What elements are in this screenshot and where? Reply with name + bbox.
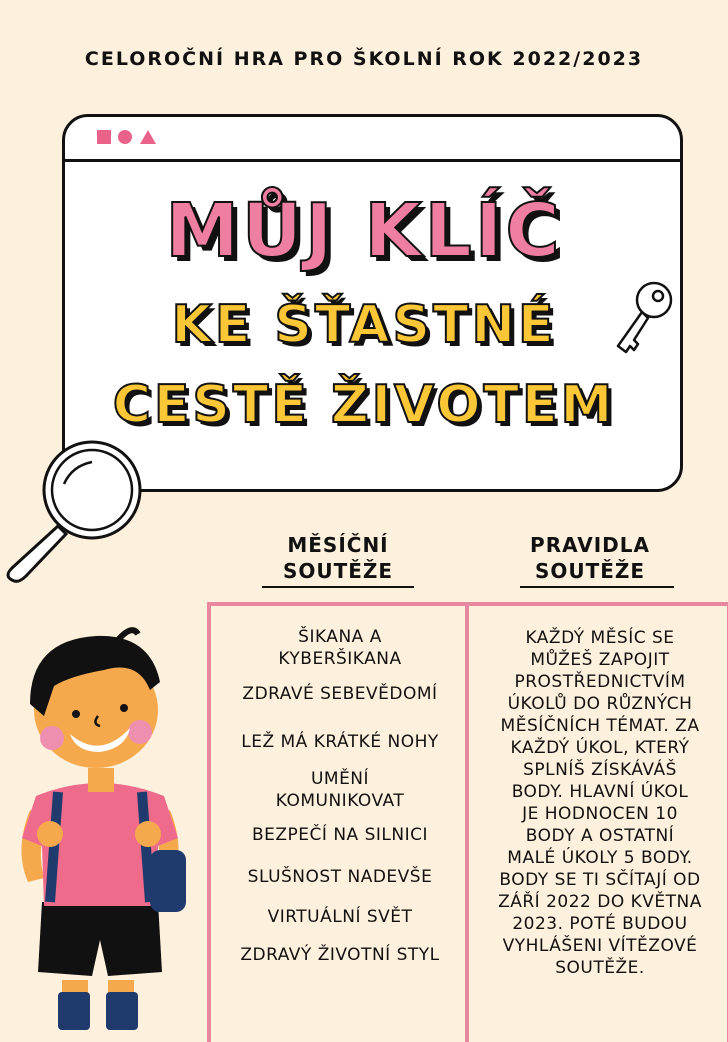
topic-line: SLUŠNOST NADEVŠE xyxy=(247,867,433,887)
hero-title-line3: CESTĚ ŽIVOTEM xyxy=(112,375,616,435)
magnifier-icon xyxy=(0,440,150,590)
heading-underline xyxy=(520,586,674,588)
rules-line: MALÉ ÚKOLY 5 BODY. xyxy=(507,848,693,868)
browser-title-bar xyxy=(65,117,680,162)
rules-line: SPLNÍŠ ZÍSKÁVÁŠ xyxy=(523,760,677,780)
monthly-contests-heading xyxy=(258,532,418,584)
heading-line: PRAVIDLA xyxy=(530,533,650,557)
rules-line: ÚKOLŮ DO RŮZNÝCH xyxy=(507,694,693,714)
topic-item xyxy=(215,731,465,753)
rules-line: KAŽDÝ ÚKOL, KTERÝ xyxy=(510,738,690,758)
topic-line: UMĚNÍ xyxy=(310,769,370,789)
topic-item xyxy=(215,824,465,846)
hero-title-line1: MŮJ KLÍČ xyxy=(165,188,563,274)
rules-line: 2023. POTÉ BUDOU xyxy=(512,914,688,934)
topic-item xyxy=(215,866,465,888)
rules-line: BODY SE TI SČÍTAJÍ OD xyxy=(499,870,701,890)
key-icon xyxy=(608,280,678,365)
topic-item xyxy=(215,944,465,966)
heading-line: SOUTĚŽE xyxy=(534,559,646,583)
topic-item xyxy=(215,768,465,812)
square-icon xyxy=(97,130,111,144)
circle-icon xyxy=(118,130,132,144)
topic-item xyxy=(215,683,465,705)
rules-line: MŮŽEŠ ZAPOJIT xyxy=(530,650,670,670)
hero-title-line2: KE ŠŤASTNÉ xyxy=(171,295,557,355)
rules-line: BODY A OSTATNÍ xyxy=(525,826,675,846)
rules-line: JE HODNOCEN 10 xyxy=(522,804,678,824)
rules-line: MĚSÍČNÍCH TÉMAT. ZA xyxy=(500,716,700,736)
boy-illustration xyxy=(0,620,200,1030)
topic-item xyxy=(215,906,465,928)
heading-line: MĚSÍČNÍ xyxy=(287,533,389,557)
topic-line: ZDRAVÝ ŽIVOTNÍ STYL xyxy=(240,945,440,965)
rules-text xyxy=(480,627,720,979)
rules-line: PROSTŘEDNICTVÍM xyxy=(514,672,686,692)
topic-line: VIRTUÁLNÍ SVĚT xyxy=(267,907,413,927)
rules-line: SOUTĚŽE. xyxy=(555,958,645,978)
triangle-icon xyxy=(140,130,156,144)
topic-line: ZDRAVÉ SEBEVĚDOMÍ xyxy=(242,684,438,704)
rules-line: ZÁŘÍ 2022 DO KVĚTNA xyxy=(498,892,702,912)
rules-heading xyxy=(510,532,670,584)
topic-line: KOMUNIKOVAT xyxy=(275,791,405,811)
topic-line: KYBERŠIKANA xyxy=(278,649,402,669)
heading-line: SOUTĚŽE xyxy=(282,559,394,583)
heading-underline xyxy=(262,586,414,588)
rules-line: VYHLÁŠENI VÍTĚZOVÉ xyxy=(502,936,698,956)
rules-line: BODY. HLAVNÍ ÚKOL xyxy=(511,782,689,802)
topic-item xyxy=(215,626,465,670)
topic-line: LEŽ MÁ KRÁTKÉ NOHY xyxy=(241,732,439,752)
topic-line: BEZPEČÍ NA SILNICI xyxy=(252,825,428,845)
top-title: CELOROČNÍ HRA PRO ŠKOLNÍ ROK 2022/2023 xyxy=(84,48,644,70)
rules-line: KAŽDÝ MĚSÍC SE xyxy=(525,628,675,648)
topic-line: ŠIKANA A xyxy=(298,627,382,647)
